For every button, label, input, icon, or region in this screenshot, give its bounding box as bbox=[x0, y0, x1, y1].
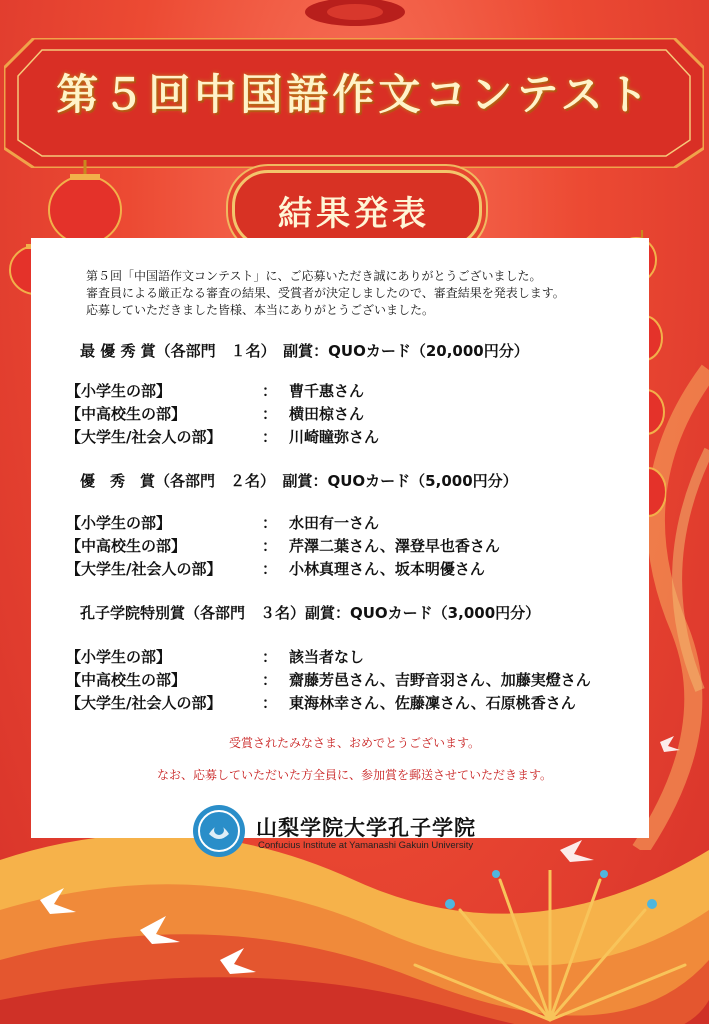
category-label: 【小学生の部】 bbox=[66, 382, 172, 400]
award-heading-grand-prize: 最 優 秀 賞（各部門 １名） 副賞：QUOカード（20,000円分） bbox=[80, 342, 529, 360]
award-heading-confucius-special: 孔子学院特別賞（各部門 ３名）副賞：QUOカード（3,000円分） bbox=[80, 604, 541, 622]
category-label: 【小学生の部】 bbox=[66, 648, 172, 666]
intro-line: 応募していただきました皆様、本当にありがとうございました。 bbox=[86, 303, 435, 317]
separator: ： bbox=[262, 648, 278, 666]
category-label: 【大学生/社会人の部】 bbox=[66, 428, 222, 446]
separator: ： bbox=[262, 428, 278, 446]
category-label: 【中高校生の部】 bbox=[66, 671, 187, 689]
page-title: 第５回中国語作文コンテスト bbox=[56, 70, 653, 119]
winner-names: 該当者なし bbox=[289, 648, 365, 666]
separator: ： bbox=[262, 382, 278, 400]
separator: ： bbox=[262, 671, 278, 689]
organization-name: 山梨学院大学孔子学院 bbox=[256, 815, 476, 840]
separator: ： bbox=[262, 560, 278, 578]
logo-emblem-icon bbox=[192, 804, 246, 858]
winner-names: 齋藤芳邑さん、吉野音羽さん、加藤実燈さん bbox=[289, 671, 591, 689]
winner-names: 小林真理さん、坂本明優さん bbox=[289, 560, 485, 578]
winner-names: 横田椋さん bbox=[289, 405, 365, 423]
intro-line: 審査員による厳正なる審査の結果、受賞者が決定しましたので、審査結果を発表します。 bbox=[86, 286, 565, 300]
bird-icon bbox=[540, 730, 700, 890]
separator: ： bbox=[262, 405, 278, 423]
winner-names: 曹千惠さん bbox=[289, 382, 365, 400]
winner-names: 芹澤二葉さん、澤登早也香さん bbox=[289, 537, 500, 555]
winner-names: 東海林幸さん、佐藤凜さん、石原桃香さん bbox=[289, 694, 576, 712]
subtitle: 結果発表 bbox=[278, 194, 430, 234]
knot-decoration bbox=[300, 0, 410, 34]
category-label: 【中高校生の部】 bbox=[66, 405, 187, 423]
separator: ： bbox=[262, 514, 278, 532]
bird-icon bbox=[30, 880, 290, 990]
category-label: 【中高校生の部】 bbox=[66, 537, 187, 555]
separator: ： bbox=[262, 694, 278, 712]
winner-names: 川崎瞳弥さん bbox=[289, 428, 380, 446]
category-label: 【小学生の部】 bbox=[66, 514, 172, 532]
category-label: 【大学生/社会人の部】 bbox=[66, 560, 222, 578]
intro-line: 第５回「中国語作文コンテスト」に、ご応募いただき誠にありがとうございました。 bbox=[86, 269, 542, 283]
winner-names: 水田有一さん bbox=[289, 514, 380, 532]
award-heading-excellence: 優 秀 賞（各部門 ２名） 副賞：QUOカード（5,000円分） bbox=[80, 472, 518, 490]
separator: ： bbox=[262, 537, 278, 555]
participation-notice: なお、応募していただいた方全員に、参加賞を郵送させていただきます。 bbox=[156, 768, 553, 782]
intro-text bbox=[86, 268, 646, 319]
congratulations-message: 受賞されたみなさま、おめでとうございます。 bbox=[228, 736, 481, 750]
firework-icon bbox=[400, 870, 700, 1024]
category-label: 【大学生/社会人の部】 bbox=[66, 694, 222, 712]
organization-name-english: Confucius Institute at Yamanashi Gakuin University bbox=[258, 840, 474, 851]
